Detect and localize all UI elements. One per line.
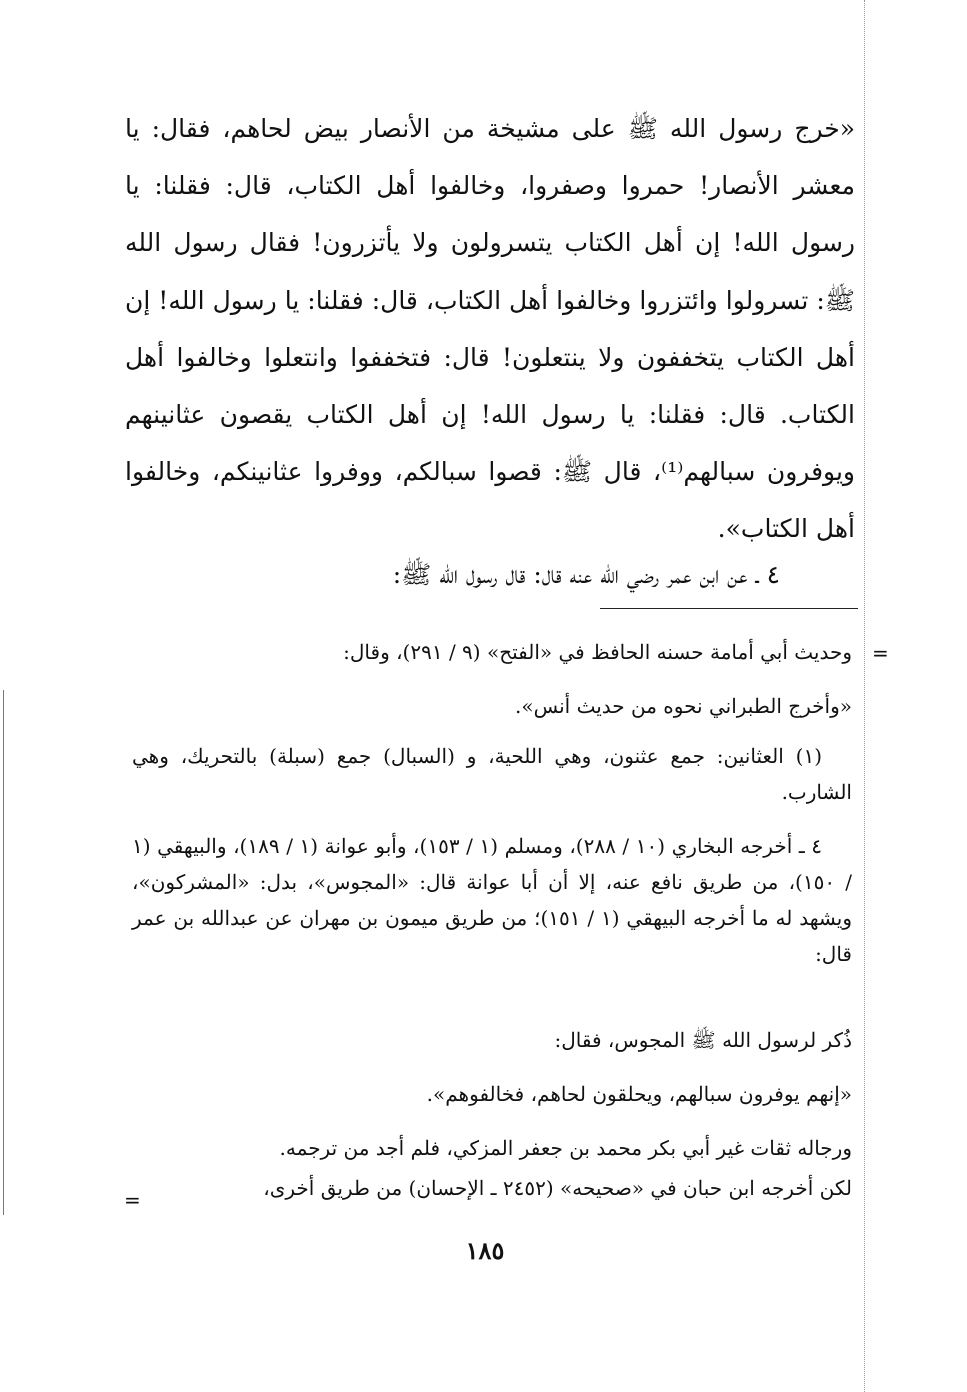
- hadith-4-heading: ٤ ـ عن ابن عمر رضي الله عنه قال: قال رسول الله ﷺ:: [392, 560, 780, 589]
- scan-margin-dotted-line: [864, 0, 865, 1392]
- footnote-1: (١) العثانين: جمع عثنون، وهي اللحية، و (السبال) جمع (سبلة) بالتحريك، وهي الشارب.: [132, 744, 852, 804]
- continuation-mark-top: =: [872, 641, 889, 665]
- main-paragraph: «خرج رسول الله ﷺ على مشيخة من الأنصار بيض لحاهم، فقال: يا معشر الأنصار! حمروا وصفروا، وخالفوا أهل الكتاب، قال: فقلنا: يا رسول الله! إن أهل الكتاب يتسرولون ولا يأتزرون! فقال رسول الله ﷺ: تسرولوا وائتزروا وخالفوا أهل الكتاب، قال: فقلنا: يا رسول الله! إن أهل الكتاب يتخففون ولا ينتعلون! قال: فتخففوا وانتعلوا وخالفوا أهل الكتاب. قال: فقلنا: يا رسول الله! إن أهل الكتاب يقصون عثانينهم ويوفرون سبالهم⁽¹⁾، قال ﷺ: قصوا سبالكم، ووفروا عثانينكم، وخالفوا أهل الكتاب».: [125, 114, 855, 544]
- footnote-continued-line2: «وأخرج الطبراني نحوه من حديث أنس».: [515, 694, 852, 718]
- main-hadith-text: [125, 100, 855, 558]
- footnote-hadith-4: ٤ ـ أخرجه البخاري (١٠ / ٢٨٨)، ومسلم (١ / ١٥٣)، وأبو عوانة (١ / ١٨٩)، والبيهقي (١ / ١٥٠)، من طريق نافع عنه، إلا أن أبا عوانة قال: «المجوس»، بدل: «المشركون»، ويشهد له ما أخرجه البيهقي (١ / ١٥١)؛ من طريق ميمون بن مهران عن عبدالله بن عمر قال:: [132, 834, 852, 966]
- footnote-quote-line2: «إنهم يوفرون سبالهم، ويحلقون لحاهم، فخالفوهم».: [426, 1082, 852, 1106]
- footnote-quote-line1: ذُكر لرسول الله ﷺ المجوس، فقال:: [554, 1028, 852, 1052]
- footnote-continued-line1: وحديث أبي أمامة حسنه الحافظ في «الفتح» (٩ / ٢٩١)، وقال:: [343, 640, 852, 664]
- footnote-last-line: لكن أخرجه ابن حبان في «صحيحه» (٢٤٥٢ ـ الإحسان) من طريق أخرى،: [263, 1176, 852, 1200]
- continuation-mark-bottom: =: [124, 1188, 141, 1212]
- footnote-separator: [600, 608, 858, 609]
- page-number: ١٨٥: [465, 1236, 505, 1265]
- footnote-narrators: ورجاله ثقات غير أبي بكر محمد بن جعفر المزكي، فلم أجد من ترجمه.: [279, 1136, 852, 1160]
- scan-edge-line: [3, 690, 4, 1215]
